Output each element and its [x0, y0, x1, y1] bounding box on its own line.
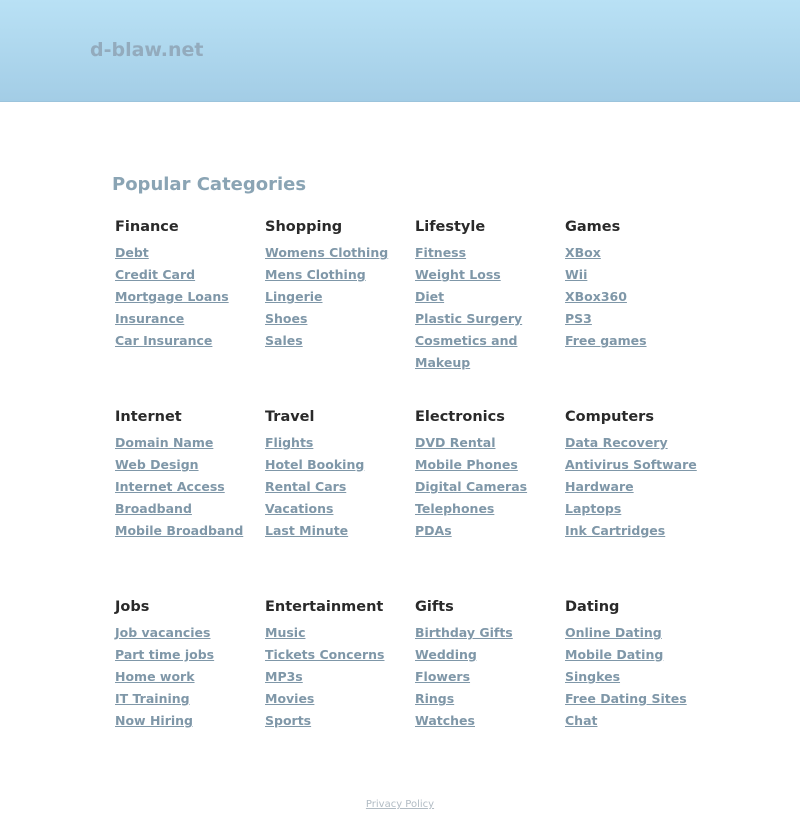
popular-categories-heading: Popular Categories	[112, 174, 307, 195]
list-item	[115, 432, 265, 454]
category-link[interactable]: Diet	[415, 289, 445, 304]
list-item	[115, 308, 265, 330]
privacy-policy-link[interactable]: Privacy Policy	[365, 799, 435, 810]
category-link[interactable]: Home work	[115, 669, 195, 684]
category-title: Travel	[265, 409, 315, 425]
category-links	[415, 242, 555, 374]
category-links	[265, 432, 415, 542]
category-link[interactable]: Tickets Concerns	[265, 647, 385, 662]
list-item	[415, 242, 555, 264]
list-item	[565, 476, 715, 498]
list-item	[565, 308, 715, 330]
list-item	[565, 264, 715, 286]
list-item	[565, 286, 715, 308]
category-computers	[565, 406, 715, 542]
list-item	[265, 242, 415, 264]
category-link[interactable]: Ink Cartridges	[565, 523, 666, 538]
site-footer	[0, 797, 800, 813]
list-item	[565, 454, 715, 476]
list-item	[265, 476, 415, 498]
category-link[interactable]: Part time jobs	[115, 647, 215, 662]
category-entertainment	[265, 596, 415, 732]
list-item	[115, 454, 265, 476]
category-links	[565, 242, 715, 352]
category-link[interactable]: Hotel Booking	[265, 457, 365, 472]
list-item	[115, 498, 265, 520]
category-link[interactable]: Domain Name	[115, 435, 214, 450]
list-item	[565, 622, 715, 644]
list-item	[265, 498, 415, 520]
list-item	[415, 520, 565, 542]
site-title[interactable]: d-blaw.net	[90, 39, 204, 61]
category-link[interactable]: Sales	[265, 333, 303, 348]
category-link[interactable]: DVD Rental	[415, 435, 496, 450]
list-item	[415, 330, 555, 374]
category-link[interactable]: Free games	[565, 333, 647, 348]
category-dating	[565, 596, 715, 732]
category-finance	[115, 216, 265, 352]
category-links	[115, 432, 265, 542]
category-links	[415, 432, 565, 542]
list-item	[265, 286, 415, 308]
category-link[interactable]: Vacations	[265, 501, 334, 516]
category-link[interactable]: PS3	[565, 311, 592, 326]
list-item	[415, 476, 565, 498]
category-link[interactable]: XBox360	[565, 289, 627, 304]
category-link[interactable]: PDAs	[415, 523, 452, 538]
category-link[interactable]: Weight Loss	[415, 267, 501, 282]
list-item	[415, 286, 555, 308]
category-link[interactable]: Mobile Dating	[565, 647, 664, 662]
category-link[interactable]: Shoes	[265, 311, 308, 326]
list-item	[115, 710, 265, 732]
category-link[interactable]: Birthday Gifts	[415, 625, 513, 640]
category-games	[565, 216, 715, 352]
category-link[interactable]: Hardware	[565, 479, 634, 494]
category-title: Jobs	[115, 599, 150, 615]
category-shopping	[265, 216, 415, 352]
site-header	[0, 0, 800, 102]
list-item	[265, 330, 415, 352]
list-item	[415, 264, 555, 286]
category-link[interactable]: XBox	[565, 245, 601, 260]
category-links	[265, 622, 415, 732]
list-item	[265, 688, 415, 710]
list-item	[115, 330, 265, 352]
category-links	[565, 432, 715, 542]
list-item	[115, 688, 265, 710]
category-link[interactable]: Last Minute	[265, 523, 349, 538]
list-item	[265, 622, 415, 644]
category-electronics	[415, 406, 565, 542]
category-link[interactable]: Digital Cameras	[415, 479, 528, 494]
category-link[interactable]: Mens Clothing	[265, 267, 366, 282]
list-item	[415, 622, 565, 644]
list-item	[565, 710, 715, 732]
category-title: Computers	[565, 409, 654, 425]
list-item	[415, 644, 565, 666]
category-link[interactable]: Music	[265, 625, 306, 640]
category-link[interactable]: Rental Cars	[265, 479, 347, 494]
category-title: Shopping	[265, 219, 343, 235]
list-item	[415, 666, 565, 688]
list-item	[565, 242, 715, 264]
category-link[interactable]: Now Hiring	[115, 713, 193, 728]
category-link[interactable]: Lingerie	[265, 289, 323, 304]
list-item	[265, 644, 415, 666]
list-item	[415, 432, 565, 454]
list-item	[115, 666, 265, 688]
list-item	[265, 308, 415, 330]
category-title: Games	[565, 219, 621, 235]
category-title: Electronics	[415, 409, 505, 425]
category-link[interactable]: Cosmetics and Makeup	[415, 333, 518, 370]
category-link[interactable]: Free Dating Sites	[565, 691, 687, 706]
category-title: Entertainment	[265, 599, 384, 615]
list-item	[265, 264, 415, 286]
category-title: Gifts	[415, 599, 454, 615]
list-item	[115, 264, 265, 286]
category-link[interactable]: Car Insurance	[115, 333, 213, 348]
category-link[interactable]: Chat	[565, 713, 598, 728]
category-link[interactable]: Womens Clothing	[265, 245, 389, 260]
category-link[interactable]: Job vacancies	[115, 625, 211, 640]
category-link[interactable]: Mobile Broadband	[115, 523, 244, 538]
list-item	[115, 644, 265, 666]
list-item	[265, 454, 415, 476]
category-link[interactable]: Laptops	[565, 501, 622, 516]
category-lifestyle	[415, 216, 555, 374]
category-link[interactable]: Telephones	[415, 501, 495, 516]
category-link[interactable]: Rings	[415, 691, 455, 706]
list-item	[115, 286, 265, 308]
list-item	[415, 688, 565, 710]
category-title: Lifestyle	[415, 219, 486, 235]
list-item	[565, 688, 715, 710]
list-item	[565, 498, 715, 520]
list-item	[415, 454, 565, 476]
list-item	[265, 710, 415, 732]
category-link[interactable]: Plastic Surgery	[415, 311, 523, 326]
category-gifts	[415, 596, 565, 732]
category-travel	[265, 406, 415, 542]
list-item	[115, 520, 265, 542]
category-title: Internet	[115, 409, 182, 425]
category-link[interactable]: Online Dating	[565, 625, 662, 640]
category-link[interactable]: Wedding	[415, 647, 477, 662]
list-item	[565, 644, 715, 666]
category-link[interactable]: Insurance	[115, 311, 185, 326]
category-link[interactable]: Singkes	[565, 669, 621, 684]
list-item	[565, 432, 715, 454]
category-link[interactable]: Movies	[265, 691, 315, 706]
category-links	[415, 622, 565, 732]
category-internet	[115, 406, 265, 542]
list-item	[265, 666, 415, 688]
list-item	[565, 520, 715, 542]
list-item	[415, 308, 555, 330]
category-link[interactable]: Flights	[265, 435, 314, 450]
category-links	[115, 622, 265, 732]
category-link[interactable]: Internet Access	[115, 479, 225, 494]
list-item	[115, 622, 265, 644]
category-link[interactable]: Broadband	[115, 501, 192, 516]
category-links	[115, 242, 265, 352]
category-link[interactable]: Credit Card	[115, 267, 196, 282]
category-link[interactable]: Antivirus Software	[565, 457, 697, 472]
category-link[interactable]: Watches	[415, 713, 475, 728]
category-link[interactable]: Fitness	[415, 245, 467, 260]
list-item	[415, 498, 565, 520]
category-link[interactable]: Mobile Phones	[415, 457, 518, 472]
category-links	[565, 622, 715, 732]
category-link[interactable]: Data Recovery	[565, 435, 668, 450]
list-item	[415, 710, 565, 732]
category-link[interactable]: Web Design	[115, 457, 199, 472]
category-link[interactable]: Mortgage Loans	[115, 289, 229, 304]
category-link[interactable]: Flowers	[415, 669, 471, 684]
category-link[interactable]: Wii	[565, 267, 588, 282]
list-item	[265, 520, 415, 542]
list-item	[565, 330, 715, 352]
category-link[interactable]: MP3s	[265, 669, 303, 684]
list-item	[265, 432, 415, 454]
category-jobs	[115, 596, 265, 732]
category-link[interactable]: IT Training	[115, 691, 190, 706]
category-link[interactable]: Debt	[115, 245, 149, 260]
list-item	[565, 666, 715, 688]
category-links	[265, 242, 415, 352]
list-item	[115, 476, 265, 498]
category-title: Finance	[115, 219, 179, 235]
category-title: Dating	[565, 599, 620, 615]
category-link[interactable]: Sports	[265, 713, 312, 728]
list-item	[115, 242, 265, 264]
